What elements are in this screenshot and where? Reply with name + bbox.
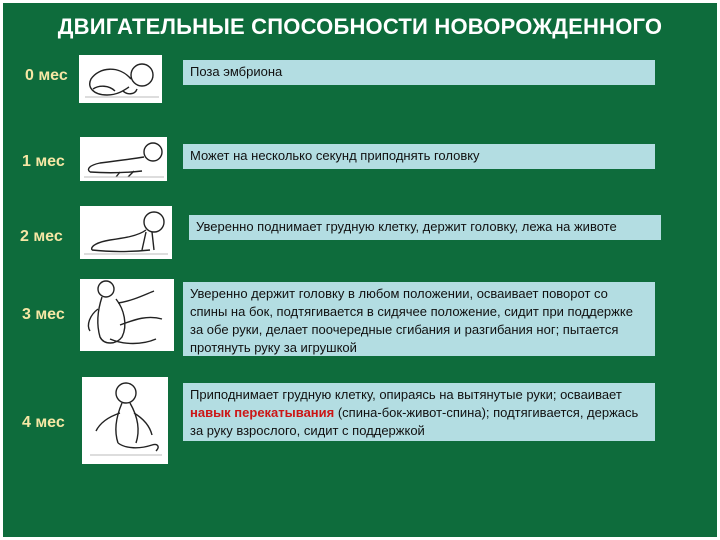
fetal-position-baby-icon — [79, 55, 162, 103]
age-label-3: 3 мес — [22, 306, 65, 323]
age-label-1: 1 мес — [22, 153, 65, 170]
milestone-text-4-part2: (спина-бок-живот-спина); подтягивается, держась за руку взрослого, сидит с поддержкой — [190, 405, 639, 438]
age-label-2: 2 мес — [20, 228, 63, 245]
milestone-text-3: Уверенно держит головку в любом положении, осваивает поворот со спины на бок, подтягивается в сидячее положение, сидит при поддержке за обе руки, делает поочередные сгибания и разгибания ног; пытается протянуть руку за игрушкой — [190, 286, 633, 355]
milestone-text-2: Уверенно поднимает грудную клетку, держит головку, лежа на животе — [196, 219, 617, 234]
milestone-highlight: навык перекатывания — [190, 405, 335, 420]
age-label-4: 4 мес — [22, 414, 65, 431]
milestone-box-2 — [189, 215, 661, 240]
age-label-0: 0 мес — [25, 67, 68, 84]
milestone-text-1: Может на несколько секунд приподнять головку — [190, 148, 480, 163]
milestone-box-1 — [183, 144, 655, 169]
milestone-box-4 — [183, 383, 655, 441]
milestone-box-0 — [183, 60, 655, 85]
milestone-text-4-part1: Приподнимает грудную клетку, опираясь на вытянутые руки; осваивает — [190, 387, 622, 402]
baby-on-back-reaching-icon — [80, 279, 174, 351]
baby-lifting-head-icon — [80, 137, 167, 181]
milestone-text-0: Поза эмбриона — [190, 64, 283, 79]
baby-sitting-supported-icon — [82, 377, 168, 464]
baby-raising-chest-icon — [80, 206, 172, 259]
slide-title: ДВИГАТЕЛЬНЫЕ СПОСОБНОСТИ НОВОРОЖДЕННОГО — [57, 14, 663, 39]
milestone-box-3 — [183, 282, 655, 356]
